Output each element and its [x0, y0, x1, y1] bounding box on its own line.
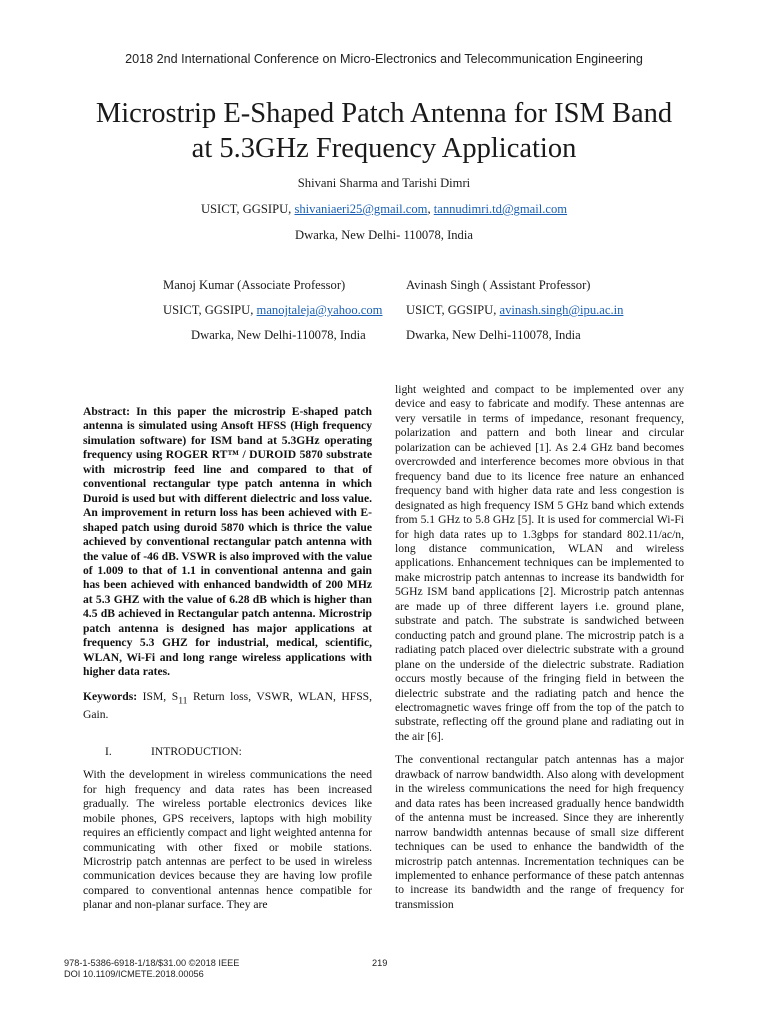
section-number: I.	[105, 744, 112, 758]
email-link-tarishi[interactable]: tannudimri.td@gmail.com	[433, 202, 568, 216]
author-right-address: Dwarka, New Delhi-110078, India	[406, 328, 581, 342]
email-link-manoj[interactable]: manojtaleja@yahoo.com	[256, 303, 383, 317]
body-paragraph-1: light weighted and compact to be implemented over any device and easy to fabricate and modify. These antennas are very versatile in terms of impedance, resonant frequency, polarization and pattern and both linear and circular polarization can be achieved [1]. As 2.4 GHz band becomes overcrowded and interference becomes more obvious in that frequency band due to its licence free nature an enhanced frequency band with higher data rate and less congestion is designated as high frequency ISM 5 GHz band which extends from 5.1 GHz to 5.8 GHz [5]. It is used for commercial Wi-Fi for high data rates up to 1.3gbps for standard 802.11/ac/n, long distance communication, WLAN and wireless applications. Enhancement techniques can be implemented to make microstrip patch antennas to increase its bandwidth for 5GHz ISM band applications [2]. Microstrip patch antennas are made up of three different layers i.e. ground plane, substrate and patch. The substrate is sandwiched between conducting patch and ground plane. The microstrip patch is a radiating patch placed over dielectric substrate with a ground plane on the underside of the dielectric substrate. Radiation occurs mostly because of the fringing field in between the dielectric substrate and the radiating patch and hence the electromagnetic waves fringe off from the top of the patch to substrate, reflecting off the ground plane and radiating out in the air [6].	[395, 383, 684, 743]
author-left-address: Dwarka, New Delhi-110078, India	[191, 328, 366, 342]
affiliation-text: USICT, GGSIPU,	[406, 303, 500, 317]
affiliation-text: USICT, GGSIPU,	[163, 303, 257, 317]
paper-title	[40, 96, 728, 166]
body-paragraph-2: The conventional rectangular patch antennas has a major drawback of narrow bandwidth. Also along with development in the wireless communications the need for high frequency and data rates has been increased gradually hence bandwidth of the antenna must be increased. Since they are inherently narrow bandwidth antennas because of small size different techniques can be used to enhance the bandwidth of the microstrip patch antennas. Incrementation techniques can be implemented to enhance performance of these patch antennas to increase its bandwidth and the range of frequency for transmission	[395, 753, 684, 911]
keywords-subscript: 11	[178, 694, 188, 706]
right-column	[395, 383, 684, 912]
affiliation-text: USICT, GGSIPU,	[200, 202, 295, 216]
intro-paragraph: With the development in wireless communications the need for high frequency and data rates has been increased gradually. The wireless portable electronics devices like mobile phones, GPS receivers, laptops with high mobility requires an efficiently compact and light weighted antenna for communicating with other fixed or mobile stations. Microstrip patch antennas are perfect to be used in wireless communication devices because they are having low profile compared to conventional antennas hence compatible for planar and non-planar surface. They are	[83, 768, 372, 912]
section-heading-introduction	[83, 745, 372, 759]
author-right-affiliation	[406, 303, 623, 318]
author-left-name: Manoj Kumar (Associate Professor)	[163, 278, 346, 292]
keywords	[83, 690, 372, 723]
title-line-2: at 5.3GHz Frequency Application	[191, 133, 577, 164]
footer-isbn: 978-1-5386-6918-1/18/$31.00 ©2018 IEEE	[64, 958, 240, 968]
author-left-affiliation	[163, 303, 382, 318]
conference-header: 2018 2nd International Conference on Micro-Electronics and Telecommunication Engineering	[125, 52, 643, 66]
keywords-text-2: Return loss, VSWR, WLAN, HFSS, Gain.	[83, 689, 373, 722]
footer-identifiers	[64, 958, 239, 980]
left-column	[83, 405, 372, 913]
section-title: INTRODUCTION:	[151, 744, 242, 758]
page-number: 219	[372, 958, 388, 968]
title-line-1: Microstrip E-Shaped Patch Antenna for ISM Band	[95, 98, 673, 129]
author-affiliation	[0, 202, 768, 217]
keywords-label: Keywords:	[83, 689, 138, 703]
author-right-name: Avinash Singh ( Assistant Professor)	[406, 278, 591, 292]
author-address: Dwarka, New Delhi- 110078, India	[295, 228, 473, 242]
abstract: Abstract: In this paper the microstrip E-shaped patch antenna is simulated using Ansoft HFSS (High frequency simulation software) for ISM band at 5.3GHz operating frequency using ROGER RT™ / DUROID 5870 substrate with microstrip feed line and compared to that of conventional rectangular type patch antenna in which Duroid is used but with different dielectric and loss value. An improvement in return loss has been achieved with E-shaped patch using duroid 5870 which is thrice the value achieved by conventional rectangular patch antenna with the value of -46 dB. VSWR is also improved with the value of 1.009 to that of 1.1 in conventional antenna and gain has been achieved with enhanced bandwidth of 200 MHz at 5.3 GHZ with the value of 6.28 dB which is higher than 4.5 dB achieved in Rectangular patch antenna. Microstrip patch antenna is designed has major applications at frequency 5.3 GHZ for industrial, medical, scientific, WLAN, Wi-Fi and long range wireless applications with higher data rates.	[83, 405, 372, 679]
email-separator: ,	[427, 202, 434, 216]
email-link-shivani[interactable]: shivaniaeri25@gmail.com	[294, 202, 428, 216]
keywords-text-1: ISM, S	[137, 689, 179, 703]
email-link-avinash[interactable]: avinash.singh@ipu.ac.in	[499, 303, 624, 317]
footer-doi: DOI 10.1109/ICMETE.2018.00056	[64, 969, 204, 979]
author-names: Shivani Sharma and Tarishi Dimri	[297, 176, 471, 190]
